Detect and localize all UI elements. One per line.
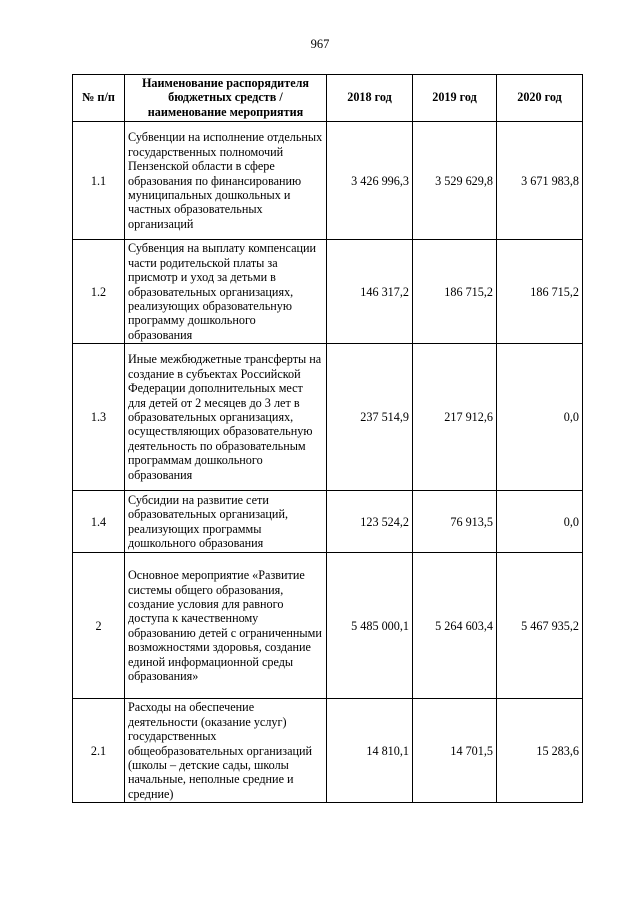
- header-num: № п/п: [73, 75, 125, 122]
- header-2020: 2020 год: [497, 75, 583, 122]
- header-2019: 2019 год: [413, 75, 497, 122]
- row-2020: 5 467 935,2: [497, 553, 583, 699]
- row-name: Субвенции на исполнение отдельных государственных полномочий Пензенской области в сфере образования по финансированию муниципальных дошкольных и частных образовательных организаций: [125, 122, 327, 240]
- row-2018: 3 426 996,3: [327, 122, 413, 240]
- row-name: Субсидии на развитие сети образовательных организаций, реализующих программы дошкольного образования: [125, 491, 327, 553]
- row-2019: 3 529 629,8: [413, 122, 497, 240]
- row-num: 2: [73, 553, 125, 699]
- row-name: Расходы на обеспечение деятельности (оказание услуг) государственных общеобразовательных организаций (школы – детские сады, школы начальные, неполные средние и средние): [125, 699, 327, 803]
- table-header-row: [73, 75, 583, 122]
- row-name: Иные межбюджетные трансферты на создание в субъектах Российской Федерации дополнительных мест для детей от 2 месяцев до 3 лет в образовательных организациях, осуществляющих образовательную деятельность по образовательным программам дошкольного образования: [125, 344, 327, 491]
- row-2018: 14 810,1: [327, 699, 413, 803]
- row-2020: 186 715,2: [497, 240, 583, 344]
- row-2020: 15 283,6: [497, 699, 583, 803]
- row-num: 1.3: [73, 344, 125, 491]
- table-row: [73, 553, 583, 699]
- header-2018: 2018 год: [327, 75, 413, 122]
- row-2019: 76 913,5: [413, 491, 497, 553]
- table-row: [73, 699, 583, 803]
- row-2018: 5 485 000,1: [327, 553, 413, 699]
- row-2020: 0,0: [497, 491, 583, 553]
- row-2018: 146 317,2: [327, 240, 413, 344]
- row-num: 1.1: [73, 122, 125, 240]
- page-number: 967: [310, 37, 330, 51]
- row-num: 1.2: [73, 240, 125, 344]
- row-num: 1.4: [73, 491, 125, 553]
- table-row: [73, 240, 583, 344]
- row-2020: 3 671 983,8: [497, 122, 583, 240]
- row-2019: 5 264 603,4: [413, 553, 497, 699]
- row-name: Субвенция на выплату компенсации части родительской платы за присмотр и уход за детьми в образовательных организациях, реализующих образовательную программу дошкольного образования: [125, 240, 327, 344]
- header-name: Наименование распорядителя бюджетных средств / наименование мероприятия: [125, 75, 327, 122]
- table-row: [73, 491, 583, 553]
- row-2019: 186 715,2: [413, 240, 497, 344]
- budget-table: [72, 74, 583, 803]
- row-2018: 123 524,2: [327, 491, 413, 553]
- row-2019: 14 701,5: [413, 699, 497, 803]
- row-name: Основное мероприятие «Развитие системы общего образования, создание условия для равного доступа к качественному образованию детей с ограниченными возможностями здоровья, создание единой информационной среды образования»: [125, 553, 327, 699]
- row-2019: 217 912,6: [413, 344, 497, 491]
- table-row: [73, 122, 583, 240]
- row-2020: 0,0: [497, 344, 583, 491]
- table-row: [73, 344, 583, 491]
- row-2018: 237 514,9: [327, 344, 413, 491]
- row-num: 2.1: [73, 699, 125, 803]
